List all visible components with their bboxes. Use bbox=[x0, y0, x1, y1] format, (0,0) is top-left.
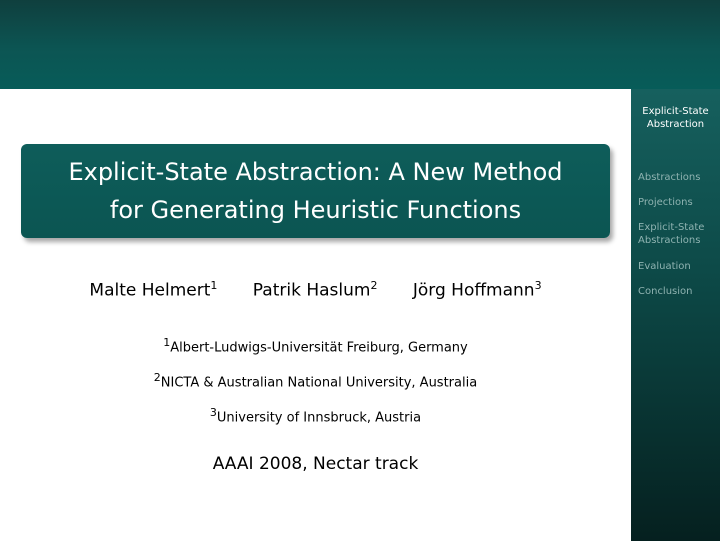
title-box bbox=[21, 144, 610, 238]
sidebar-item-explicit-state-abstractions[interactable]: Explicit-State Abstractions bbox=[638, 222, 705, 246]
title-line-2: for Generating Heuristic Functions bbox=[109, 196, 522, 224]
affiliation: $^3$University of Innsbruck, Austria bbox=[209, 406, 422, 426]
affiliation: $^2$NICTA & Australian National University, Australia bbox=[153, 371, 478, 391]
sidebar-current-section[interactable]: Explicit-State Abstraction bbox=[642, 106, 709, 130]
navigation-sidebar bbox=[631, 89, 720, 541]
author: Malte Helmert$^1$ bbox=[89, 279, 218, 301]
header-band bbox=[0, 0, 720, 89]
affiliation: $^1$Albert-Ludwigs-Universität Freiburg, Germany bbox=[163, 336, 468, 356]
author-list bbox=[0, 279, 631, 301]
venue: AAAI 2008, Nectar track bbox=[212, 454, 419, 474]
sidebar-item-projections[interactable]: Projections bbox=[638, 197, 693, 208]
sidebar-item-conclusion[interactable]: Conclusion bbox=[638, 286, 693, 297]
sidebar-item-evaluation[interactable]: Evaluation bbox=[638, 261, 691, 272]
author: Jörg Hoffmann$^3$ bbox=[412, 279, 542, 301]
author: Patrik Haslum$^2$ bbox=[252, 279, 378, 301]
sidebar-item-abstractions[interactable]: Abstractions bbox=[638, 172, 701, 183]
title-line-1: Explicit-State Abstraction: A New Method bbox=[68, 158, 563, 186]
